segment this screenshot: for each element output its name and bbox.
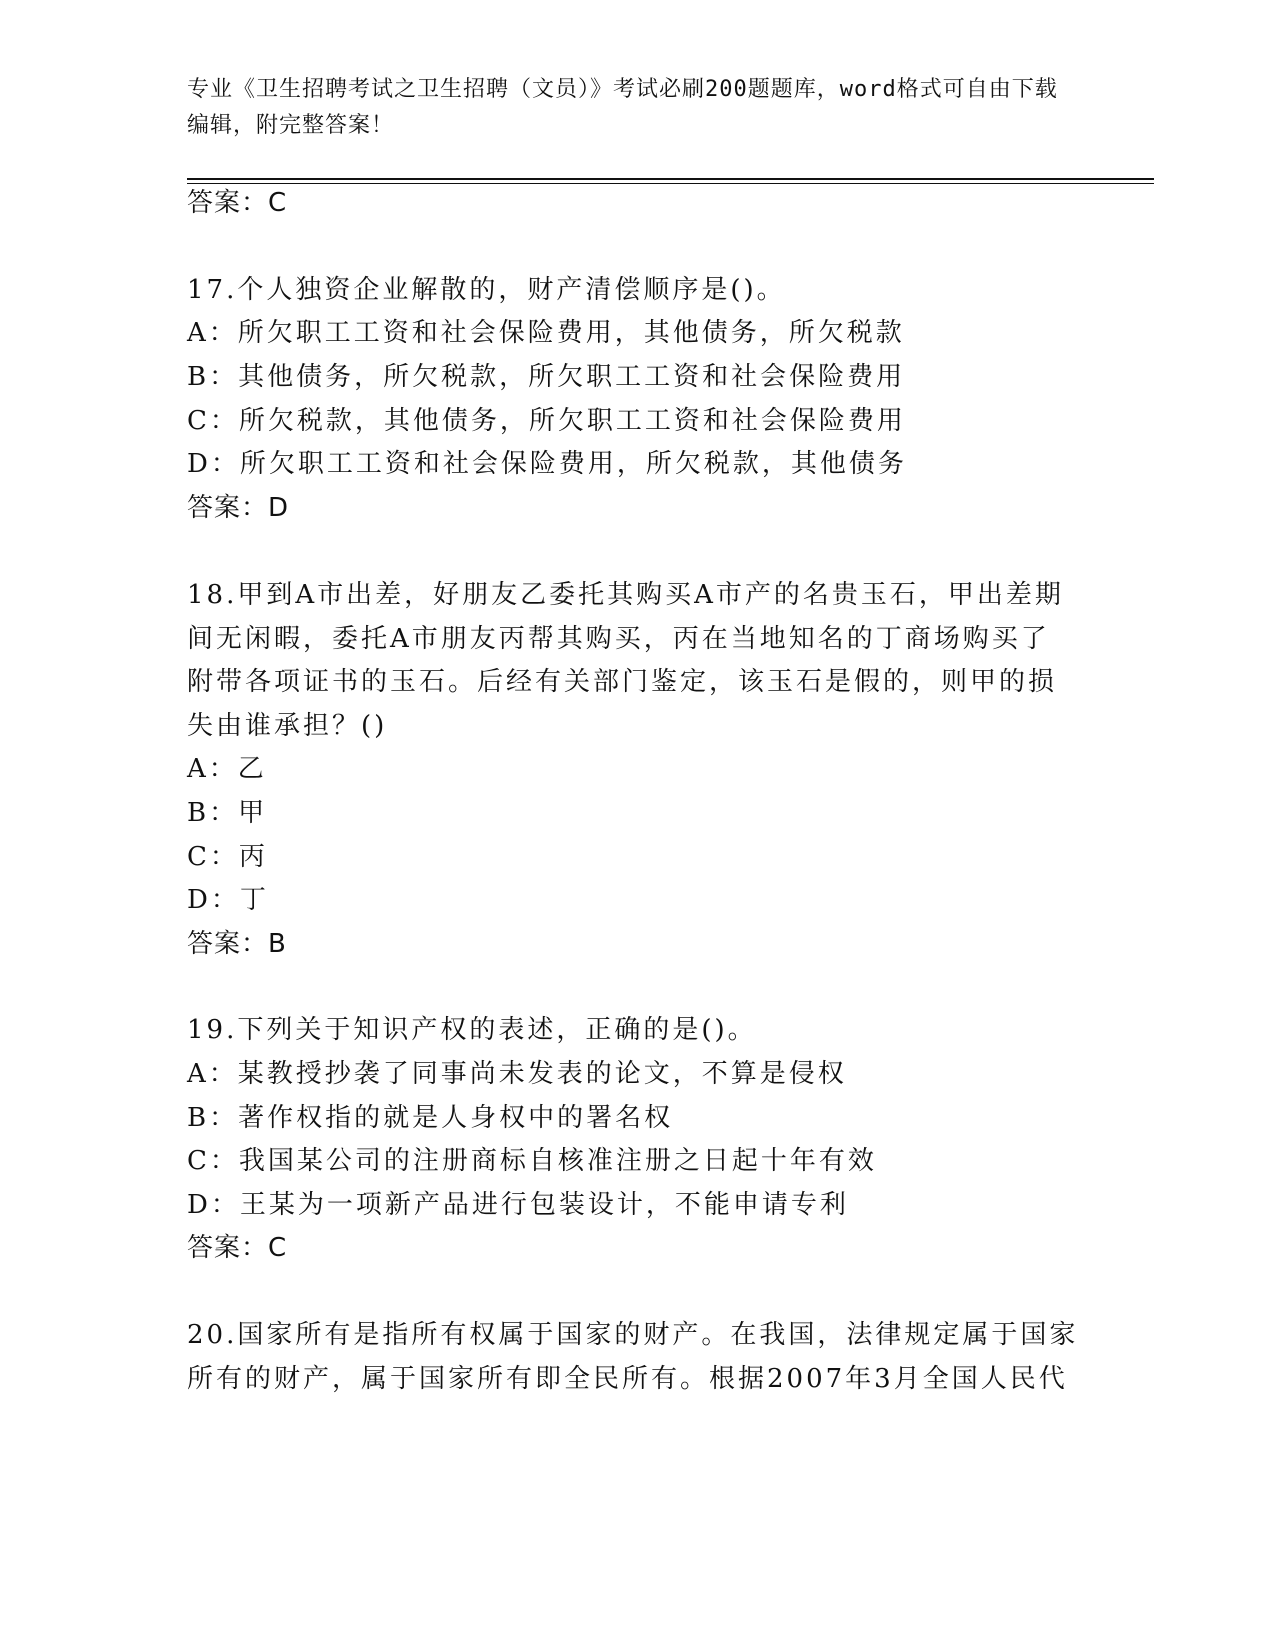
- header-divider-thick: [187, 178, 1154, 180]
- header-divider-thin: [187, 183, 1154, 184]
- question-17-option-a: A：所欠职工工资和社会保险费用，其他债务，所欠税款: [187, 318, 905, 348]
- question-17-option-d: D：所欠职工工资和社会保险费用，所欠税款，其他债务: [187, 449, 907, 479]
- question-17-option-c: C：所欠税款，其他债务，所欠职工工资和社会保险费用: [187, 406, 906, 436]
- question-19-option-d: D：王某为一项新产品进行包装设计，不能申请专利: [187, 1190, 849, 1220]
- question-18-answer: 答案：B: [187, 929, 287, 959]
- question-20-stem-line-1: 20.国家所有是指所有权属于国家的财产。在我国，法律规定属于国家: [187, 1320, 1079, 1350]
- question-18-option-c: C：丙: [187, 842, 268, 872]
- question-19-option-a: A：某教授抄袭了同事尚未发表的论文，不算是侵权: [187, 1059, 847, 1089]
- question-19-option-b: B：著作权指的就是人身权中的署名权: [187, 1103, 674, 1133]
- question-20-stem-line-2: 所有的财产，属于国家所有即全民所有。根据2007年3月全国人民代: [187, 1364, 1068, 1394]
- question-18-option-d: D：丁: [187, 885, 269, 915]
- question-18-option-a: A：乙: [187, 754, 267, 784]
- question-18-stem-line-3: 附带各项证书的玉石。后经有关部门鉴定，该玉石是假的，则甲的损: [187, 667, 1058, 697]
- question-18-stem-line-4: 失由谁承担？(): [187, 711, 388, 741]
- question-17-option-b: B：其他债务，所欠税款，所欠职工工资和社会保险费用: [187, 362, 906, 392]
- question-18-stem-line-2: 间无闲暇，委托A市朋友丙帮其购买，丙在当地知名的丁商场购买了: [187, 624, 1050, 654]
- question-17-answer: 答案：D: [187, 493, 290, 523]
- question-17-stem: 17.个人独资企业解散的，财产清偿顺序是()。: [187, 275, 786, 305]
- question-18-stem-line-1: 18.甲到A市出差，好朋友乙委托其购买A市产的名贵玉石，甲出差期: [187, 580, 1064, 610]
- document-header-text: 专业《卫生招聘考试之卫生招聘（文员）》考试必刷200题题库，word格式可自由下载编辑，附完整答案！: [187, 77, 1058, 138]
- answer-line: 答案：C: [187, 188, 288, 218]
- question-19-stem: 19.下列关于知识产权的表述，正确的是()。: [187, 1015, 757, 1045]
- question-19-answer: 答案：C: [187, 1233, 288, 1263]
- question-19-option-c: C：我国某公司的注册商标自核准注册之日起十年有效: [187, 1146, 877, 1176]
- question-18-option-b: B：甲: [187, 798, 268, 828]
